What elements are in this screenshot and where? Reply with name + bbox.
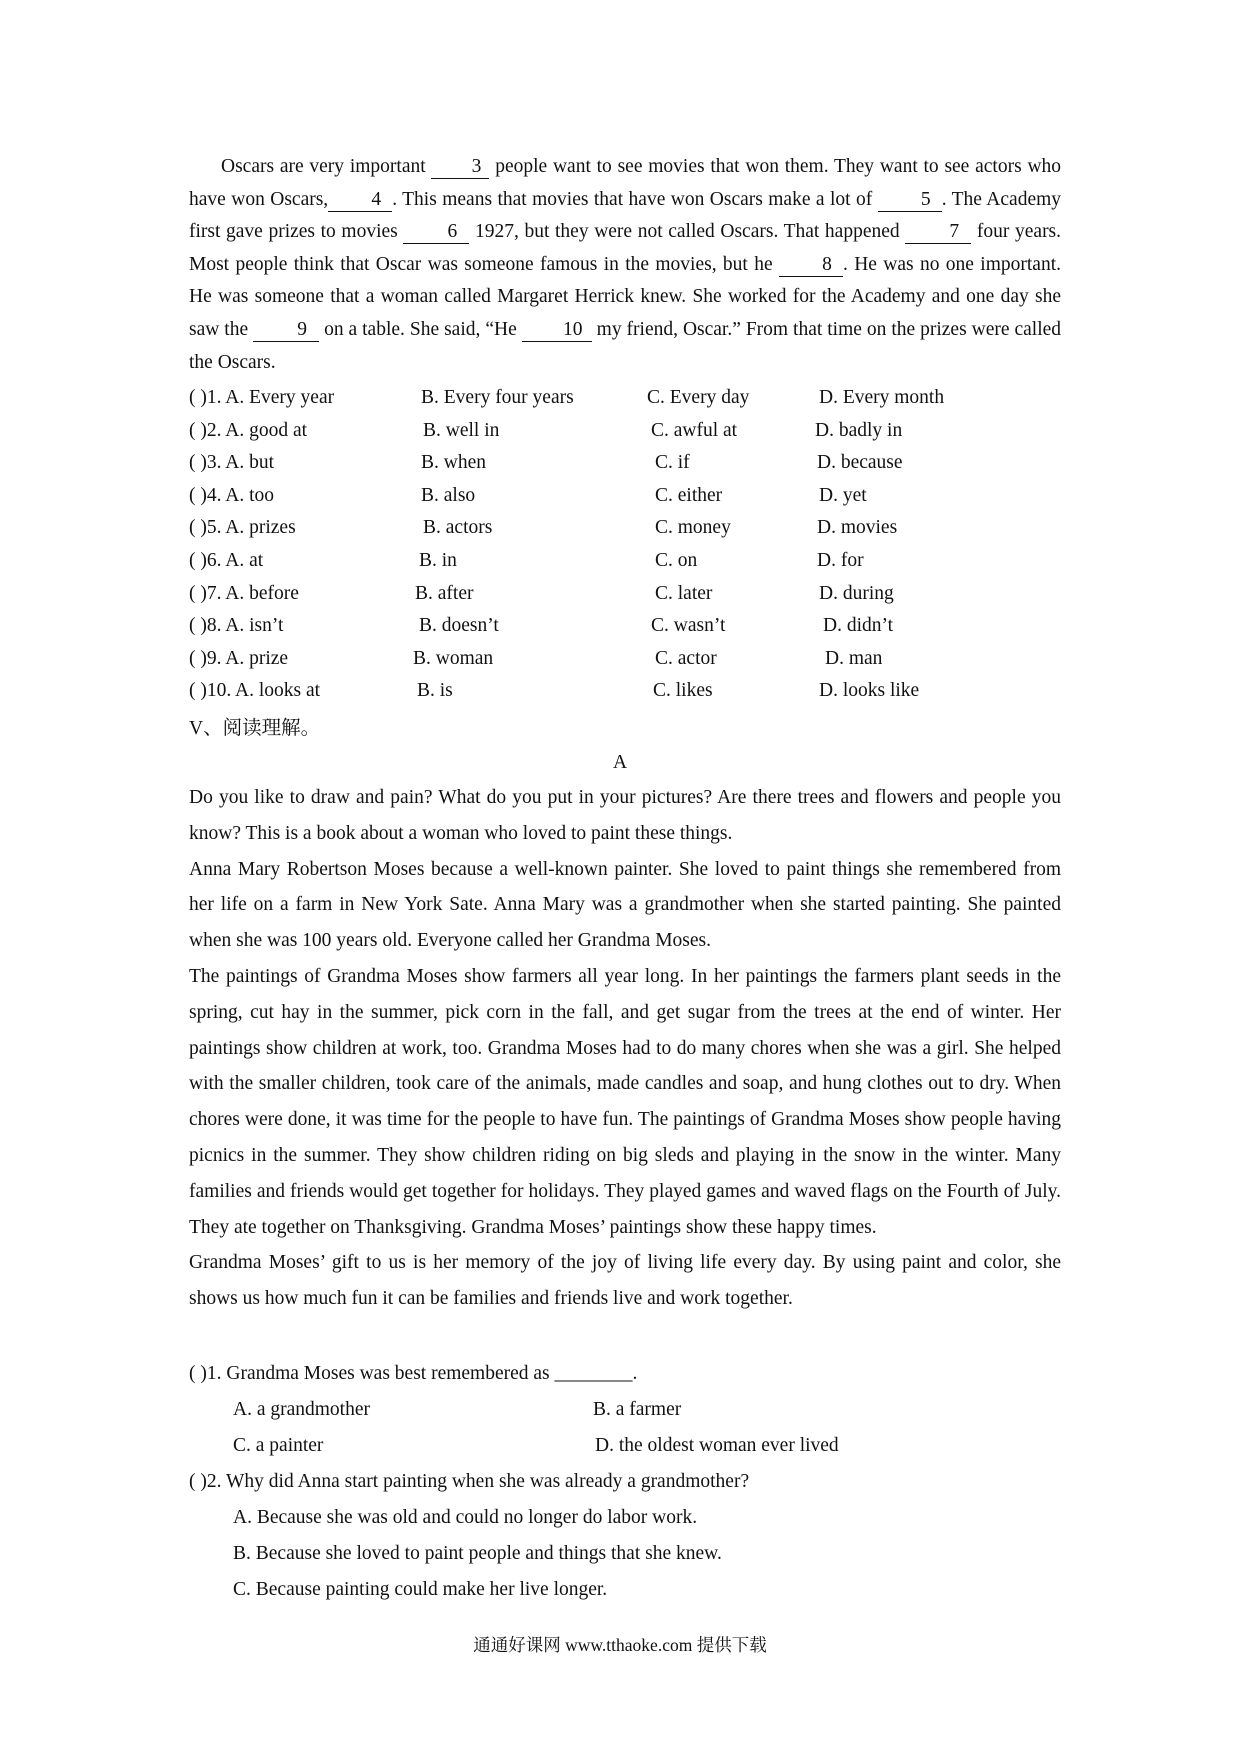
option-d: D. man (825, 647, 883, 669)
passage-paragraph: Anna Mary Robertson Moses because a well-known painter. She loved to paint things she remembered from her life on a farm in New York Sate. Anna Mary was a grandmother when she started painting. She painted when she was 100 years old. Everyone called her Grandma Moses. (189, 858, 1061, 952)
passage-paragraph: The paintings of Grandma Moses show farmers all year long. In her paintings the farmers plant seeds in the spring, cut hay in the summer, pick corn in the fall, and get sugar from the trees at the end of winter. Her paintings show children at work, too. Grandma Moses had to do many chores when she was a girl. She helped with the smaller children, took care of the animals, made candles and soap, and hung clothes out to dry. When chores were done, it was time for the people to have fun. The paintings of Grandma Moses show people having picnics in the summer. They show children riding on big sleds and playing in the snow in the winter. Many families and friends would get together for holidays. They played games and waved flags on the Fourth of July. They ate together on Thanksgiving. Grandma Moses’ paintings show these happy times. (189, 965, 1061, 1238)
option-row (189, 643, 1089, 676)
option-d: D. badly in (815, 419, 903, 441)
cloze-blank: 8 (779, 254, 843, 277)
option-a: ( )7. A. before (189, 582, 299, 604)
cloze-options (189, 382, 1089, 708)
option-d: D. the oldest woman ever lived (595, 1435, 839, 1456)
option-a: ( )8. A. isn’t (189, 615, 284, 637)
option-a: ( )4. A. too (189, 484, 275, 506)
option-a: ( )6. A. at (189, 549, 264, 571)
question-stem: ( )1. Grandma Moses was best remembered as ________. (189, 1363, 638, 1384)
cloze-text: four years. Most people think that Oscar was someone famous in the movies, but he (189, 221, 1062, 275)
cloze-text: . He was no one important. He was someone that a woman called Margaret Herrick knew. She worked for the Academy and one day she saw the (189, 253, 1061, 340)
passage-paragraph: Do you like to draw and pain? What do you put in your pictures? Are there trees and flowers and people you know? This is a book about a woman who loved to paint these things. (189, 787, 1061, 844)
cloze-text: people want to see movies that won them. They want to see actors who have won Oscars, (189, 156, 1062, 210)
option-a: A. Because she was old and could no longer do labor work. (233, 1507, 698, 1528)
option-d: D. during (819, 582, 894, 604)
cloze-blank: 5 (878, 189, 942, 212)
option-c: C. money (655, 517, 731, 539)
passage-paragraph: Grandma Moses’ gift to us is her memory of the joy of living life every day. By using paint and color, she shows us how much fun it can be families and friends live and work together. (189, 1252, 1061, 1310)
cloze-paragraph (189, 151, 1061, 379)
option-row (189, 578, 1089, 611)
option-d: D. because (817, 452, 903, 474)
option-d: D. yet (819, 484, 867, 506)
page-footer: 通通好课网 www.tthaoke.com 提供下载 (473, 1635, 767, 1655)
option-row (189, 447, 1089, 480)
option-b: B. Because she loved to paint people and things that she knew. (233, 1543, 722, 1564)
option-c: C. either (655, 484, 723, 506)
cloze-blank: 3 (431, 156, 489, 179)
option-b: B. doesn’t (419, 615, 499, 637)
option-row (189, 415, 1089, 448)
cloze-text: . The Academy first gave prizes to movies (189, 188, 1062, 243)
option-b: B. is (417, 680, 453, 702)
option-b: B. actors (423, 517, 493, 539)
cloze-text: . This means that movies that have won Oscars make a lot of (392, 188, 873, 210)
cloze-text: my friend, Oscar.” From that time on the prizes were called the Oscars. (189, 318, 1062, 373)
option-d: D. for (817, 549, 864, 571)
option-c: C. Every day (647, 387, 750, 408)
cloze-text: Oscars are very important (221, 156, 426, 177)
option-b: B. when (421, 452, 486, 474)
option-d: D. Every month (819, 387, 945, 408)
option-c: C. awful at (651, 419, 738, 441)
option-c: C. on (655, 549, 698, 571)
cloze-blank: 7 (905, 221, 971, 244)
option-b: B. also (421, 484, 476, 506)
reading-passage (189, 780, 1061, 1317)
cloze-blank: 10 (522, 319, 592, 342)
option-c: C. later (655, 582, 713, 604)
cloze-blank: 9 (253, 319, 319, 342)
option-c: C. a painter (233, 1435, 324, 1456)
option-a: ( )1. A. Every year (189, 387, 335, 408)
option-c: C. wasn’t (651, 615, 726, 637)
option-row (189, 382, 1089, 415)
option-b: B. woman (413, 647, 494, 669)
option-b: B. Every four years (421, 387, 574, 408)
option-c: C. Because painting could make her live longer. (233, 1579, 608, 1600)
option-c: C. likes (653, 680, 713, 702)
passage-title: A (612, 752, 628, 773)
option-b: B. a farmer (593, 1399, 682, 1420)
option-b: B. after (415, 582, 474, 604)
option-b: B. well in (423, 419, 500, 441)
option-d: D. looks like (819, 680, 920, 702)
option-row (189, 480, 1089, 513)
option-row (189, 545, 1089, 578)
option-c: C. actor (655, 647, 717, 669)
question-stem: ( )2. Why did Anna start painting when she was already a grandmother? (189, 1471, 750, 1492)
section-title: V、阅读理解。 (189, 718, 321, 739)
option-a: ( )3. A. but (189, 452, 275, 474)
option-d: D. didn’t (823, 615, 894, 637)
option-a: ( )2. A. good at (189, 419, 308, 441)
cloze-blank: 4 (328, 189, 392, 212)
option-a: ( )10. A. looks at (189, 680, 321, 702)
option-row (189, 675, 1089, 708)
option-d: D. movies (817, 517, 898, 539)
option-row (189, 610, 1089, 643)
cloze-text: on a table. She said, “He (324, 318, 517, 340)
cloze-passage (189, 151, 1061, 379)
option-b: B. in (419, 549, 457, 571)
option-c: C. if (655, 452, 690, 474)
cloze-blank: 6 (403, 221, 469, 244)
option-a: ( )9. A. prize (189, 647, 289, 669)
option-a: ( )5. A. prizes (189, 517, 296, 539)
cloze-text: 1927, but they were not called Oscars. That happened (474, 221, 900, 243)
option-a: A. a grandmother (233, 1399, 370, 1420)
option-row (189, 512, 1089, 545)
